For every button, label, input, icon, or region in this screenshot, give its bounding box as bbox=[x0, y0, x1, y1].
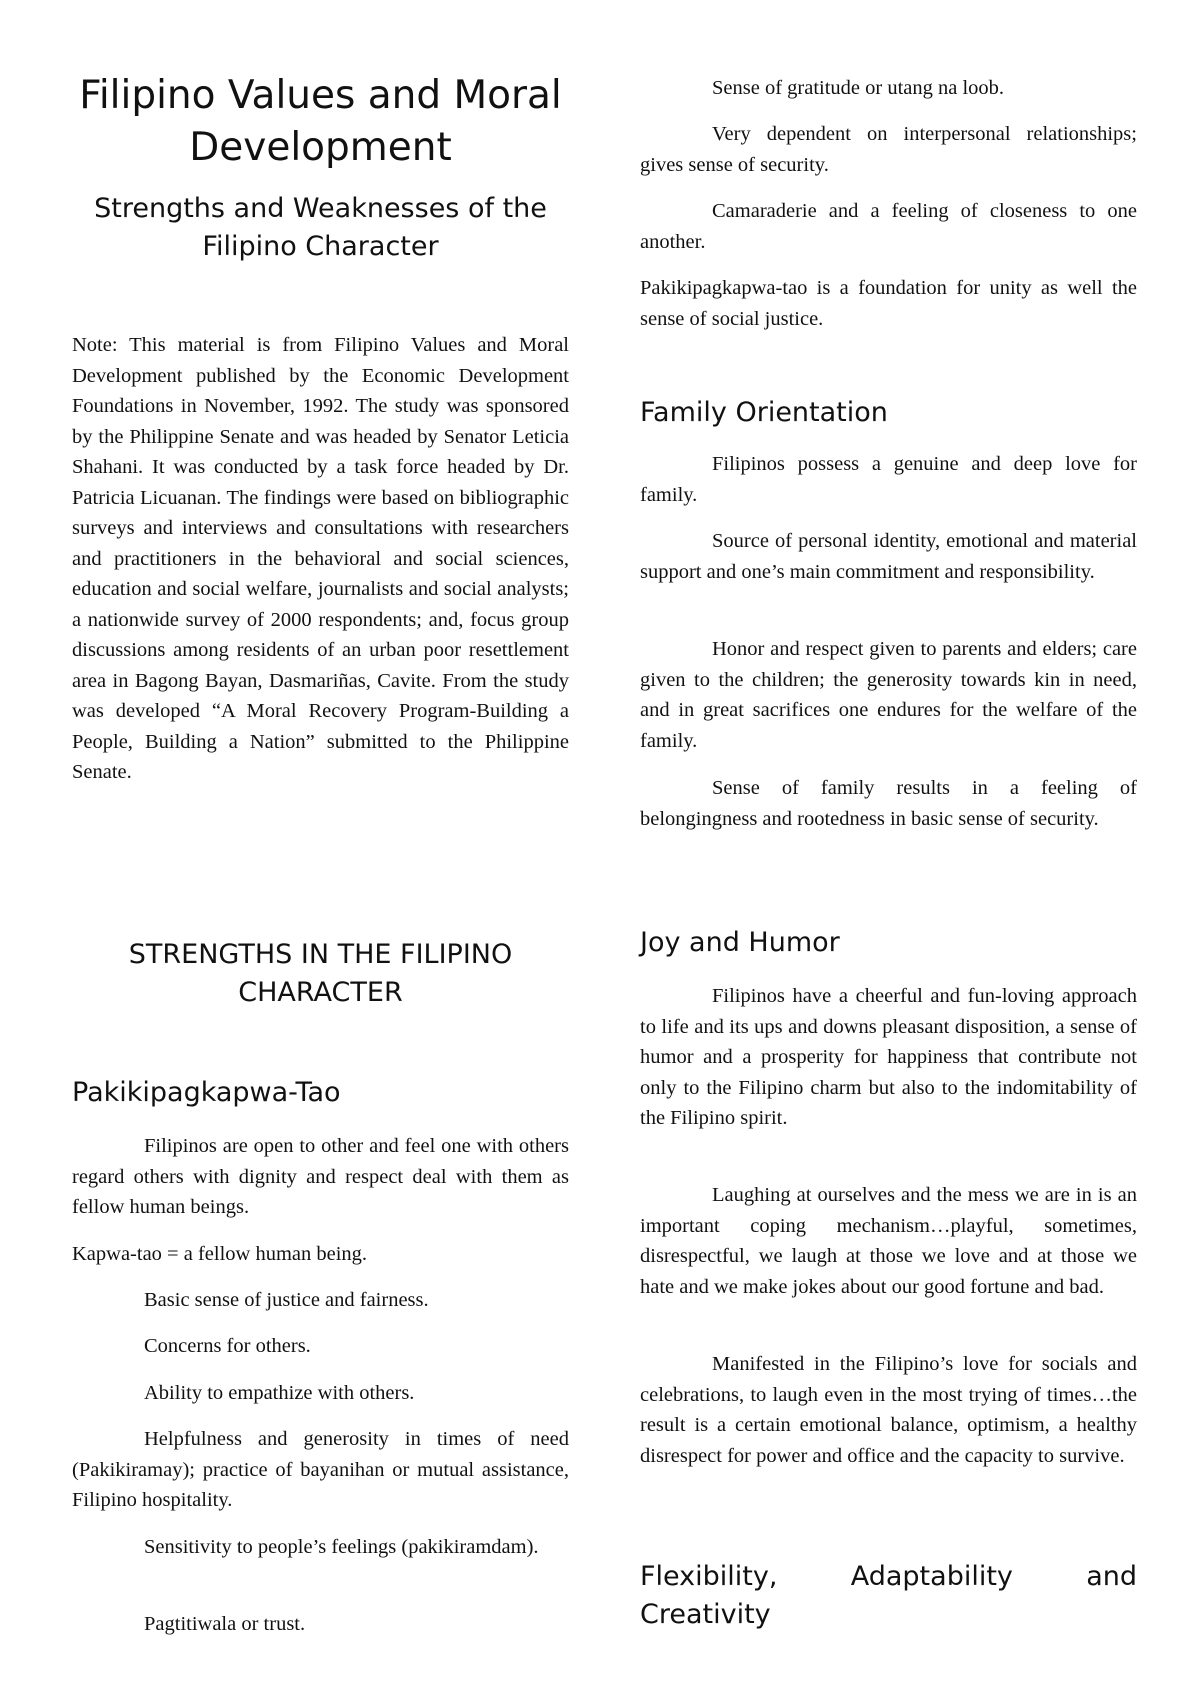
concern-item: Concerns for others. bbox=[144, 1335, 311, 1357]
document-title: Filipino Values and Moral Development bbox=[79, 73, 562, 170]
joy-paragraph-2: Laughing at ourselves and the mess we are in is an important coping mechanism…playful, sometimes, disrespectful, we laugh at those we love and at those we hate and we make jokes about our good fortune and bad. bbox=[640, 1184, 1137, 1298]
pakikipagkapwa-paragraph: Filipinos are open to other and feel one with others regard others with dignity and respect deal with them as fellow human beings. bbox=[72, 1135, 569, 1218]
joy-paragraph-3: Manifested in the Filipino’s love for socials and celebrations, to laugh even in the most trying of times…the result is a certain emotional balance, optimism, a healthy disrespect for power and office and the capacity to survive. bbox=[640, 1353, 1137, 1467]
justice-item: Basic sense of justice and fairness. bbox=[144, 1289, 429, 1311]
family-paragraph-4: Sense of family results in a feeling of belongingness and rootedness in basic sense of security. bbox=[640, 777, 1137, 830]
document-subtitle: Strengths and Weaknesses of the Filipino Character bbox=[94, 193, 547, 262]
helpfulness-item: Helpfulness and generosity in times of need (Pakikiramay); practice of bayanihan or mutual assistance, Filipino hospitality. bbox=[72, 1428, 569, 1511]
source-note: Note: This material is from Filipino Values and Moral Development published by the Economic Development Foundations in November, 1992. The study was sponsored by the Philippine Senate and was headed by Senator Leticia Shahani. It was conducted by a task force headed by Dr. Patricia Licuanan. The findings were based on bibliographic surveys and interviews and consultations with researchers and practitioners in the behavioral and social sciences, education and social welfare, journalists and social analysts; a nationwide survey of 2000 respondents; and, focus group discussions among residents of an urban poor resettlement area in Bagong Bayan, Dasmariñas, Cavite. From the study was developed “A Moral Recovery Program-Building a People, Building a Nation” submitted to the Philippine Senate. bbox=[72, 334, 569, 783]
family-orientation-heading: Family Orientation bbox=[640, 397, 888, 428]
family-paragraph-1: Filipinos possess a genuine and deep love for family. bbox=[640, 453, 1137, 506]
gratitude-item: Sense of gratitude or utang na loob. bbox=[712, 77, 1005, 99]
empathy-item: Ability to empathize with others. bbox=[144, 1382, 415, 1404]
family-paragraph-3: Honor and respect given to parents and elders; care given to the children; the generosity towards kin in need, and in great sacrifices one endures for the welfare of the family. bbox=[640, 638, 1137, 752]
unity-item: Pakikipagkapwa-tao is a foundation for unity as well the sense of social justice. bbox=[640, 277, 1137, 330]
family-paragraph-2: Source of personal identity, emotional and material support and one’s main commitment and responsibility. bbox=[640, 530, 1137, 583]
pakikipagkapwa-heading: Pakikipagkapwa-Tao bbox=[72, 1077, 341, 1108]
joy-humor-heading: Joy and Humor bbox=[640, 927, 840, 958]
strengths-heading: STRENGTHS IN THE FILIPINO CHARACTER bbox=[128, 939, 513, 1008]
relationships-item: Very dependent on interpersonal relationships; gives sense of security. bbox=[640, 123, 1137, 176]
trust-item: Pagtitiwala or trust. bbox=[144, 1613, 306, 1635]
camaraderie-item: Camaraderie and a feeling of closeness to one another. bbox=[640, 200, 1137, 253]
kapwa-tao-definition: Kapwa-tao = a fellow human being. bbox=[72, 1243, 368, 1265]
joy-paragraph-1: Filipinos have a cheerful and fun-loving approach to life and its ups and downs pleasant disposition, a sense of humor and a prosperity for happiness that contribute not only to the Filipino charm but also to the indomitability of the Filipino spirit. bbox=[640, 985, 1137, 1129]
sensitivity-item: Sensitivity to people’s feelings (pakikiramdam). bbox=[144, 1536, 539, 1558]
flexibility-heading: Flexibility, Adaptability and Creativity bbox=[640, 1561, 1137, 1630]
